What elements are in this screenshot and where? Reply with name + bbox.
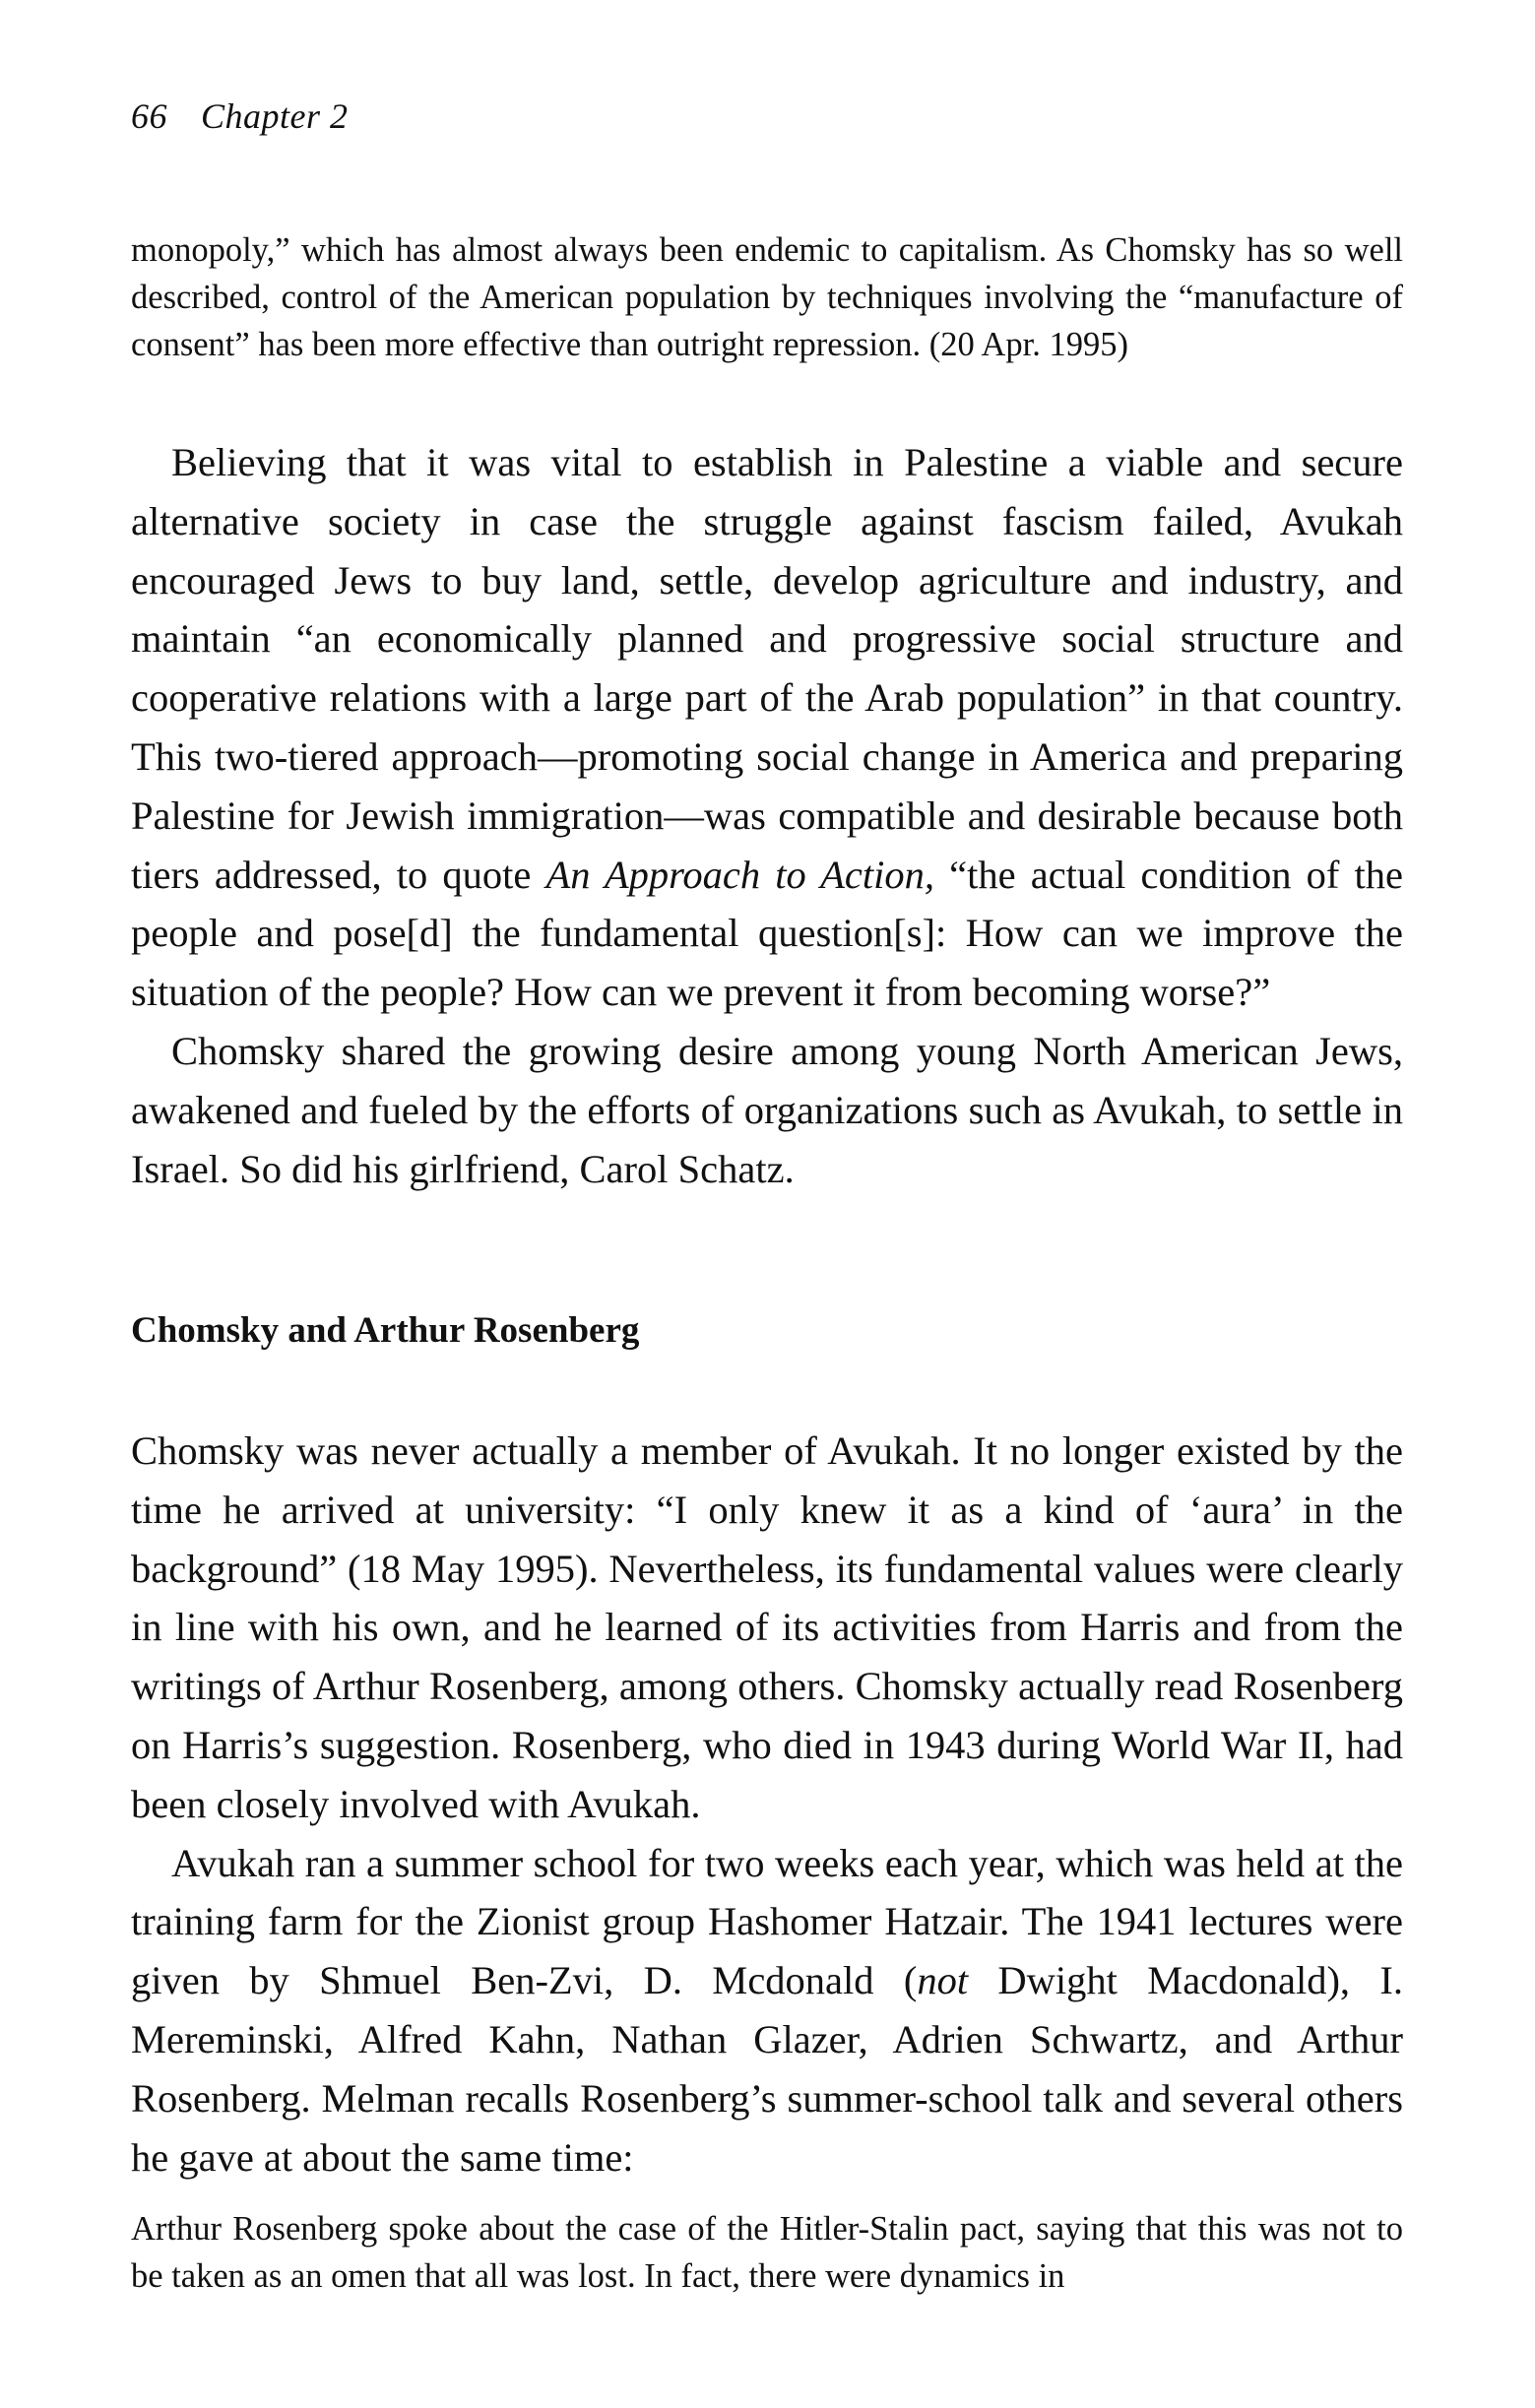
- body-section-2: [131, 1422, 1403, 2186]
- paragraph-avukah-palestine: [131, 433, 1403, 1022]
- page-number: 66: [131, 96, 167, 136]
- chapter-title: Chapter 2: [201, 96, 349, 136]
- paragraph-text: “the actual condition of the people and pose[d] the fundamental question[s]: How can we improve the situation of the people? How can we prevent it from becoming worse?”: [131, 852, 1403, 1015]
- paragraph-text: Avukah ran a summer school for two weeks each year, which was held at the training farm for the Zionist group Hashomer Hatzair. The 1941 lectures were given by Shmuel Ben-Zvi, D. Mcdonald (: [131, 1840, 1403, 2003]
- section-heading: Chomsky and Arthur Rosenberg: [131, 1310, 640, 1351]
- paragraph-text: Believing that it was vital to establish in Palestine a viable and secure alternative society in case the struggle against fascism failed, Avukah encouraged Jews to buy land, settle, develop agriculture and industry, and maintain “an economically planned and progressive social structure and cooperative relations with a large part of the Arab population” in that country. This two-tiered approach—promoting social change in America and preparing Palestine for Jewish immigration—was compatible and desirable because both tiers addressed, to quote: [131, 440, 1403, 897]
- block-quote-rosenberg: Arthur Rosenberg spoke about the case of the Hitler-Stalin pact, saying that this was not to be taken as an omen that all was lost. In fact, there were dynamics in: [131, 2210, 1403, 2295]
- block-quote-continued: monopoly,” which has almost always been endemic to capitalism. As Chomsky has so well described, control of the American population by techniques involving the “manufacture of consent” has been more effective than outright repression. (20 Apr. 1995): [131, 231, 1403, 363]
- body-section-1: [131, 433, 1403, 1198]
- paragraph-chomsky-desire: Chomsky shared the growing desire among young North American Jews, awakened and fueled by the efforts of organizations such as Avukah, to settle in Israel. So did his girlfriend, Carol Schatz.: [131, 1028, 1403, 1191]
- paragraph-chomsky-avukah: Chomsky was never actually a member of Avukah. It no longer existed by the time he arrived at university: “I only knew it as a kind of ‘aura’ in the background” (18 May 1995). Nevertheless, its fundamental values were clearly in line with his own, and he learned of its activities from Harris and from the writings of Arthur Rosenberg, among others. Chomsky actually read Rosenberg on Harris’s suggestion. Rosenberg, who died in 1943 during World War II, had been closely involved with Avukah.: [131, 1428, 1403, 1826]
- running-head: [131, 96, 349, 136]
- paragraph-text: Dwight Macdonald), I. Mereminski, Alfred Kahn, Nathan Glazer, Adrien Schwartz, and Arthur Rosenberg. Melman recalls Rosenberg’s summer-school talk and several others he gave at about the same time:: [131, 1958, 1403, 2180]
- emphasis-text: not: [917, 1958, 969, 2003]
- paragraph-summer-school: [131, 1834, 1403, 2187]
- book-title: An Approach to Action,: [545, 852, 935, 897]
